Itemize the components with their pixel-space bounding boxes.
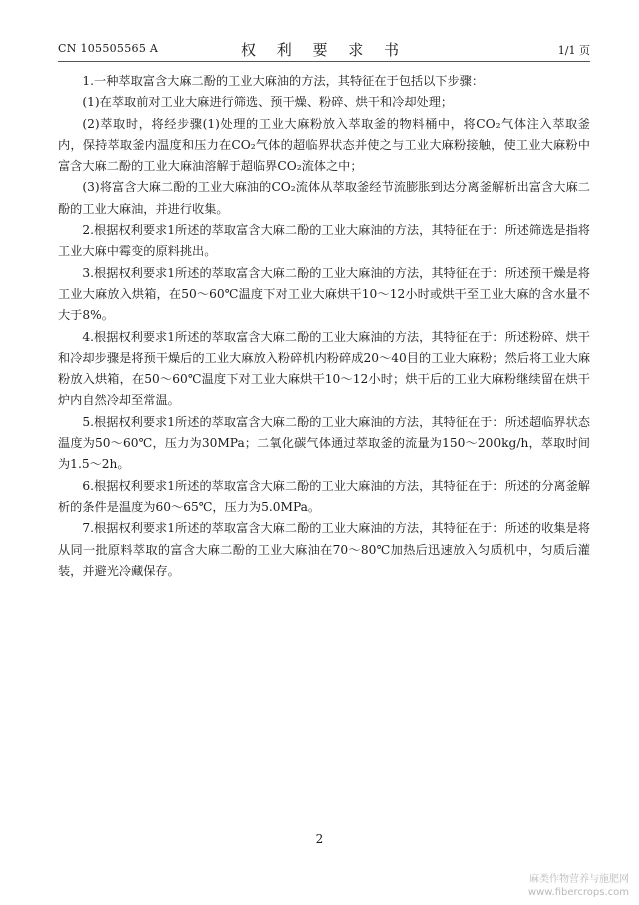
- claim-1-step-2: (2)萃取时，将经步骤(1)处理的工业大麻粉放入萃取釜的物料桶中，将CO₂气体注入萃取釜内，保持萃取釜内温度和压力在CO₂气体的超临界状态并使之与工业大麻粉接触，使工业大麻粉中富含大麻二酚的工业大麻油溶解于超临界CO₂流体之中；: [58, 116, 590, 174]
- claim-1-step-1: (1)在萃取前对工业大麻进行筛选、预干燥、粉碎、烘干和冷却处理；: [82, 95, 454, 110]
- publication-number: CN 105505565 A: [58, 42, 159, 55]
- page-count: 1/1 页: [557, 44, 590, 57]
- watermark-site-name: 麻类作物营养与施肥网: [529, 874, 629, 885]
- claim-1-intro: 1.一种萃取富含大麻二酚的工业大麻油的方法，其特征在于包括以下步骤：: [82, 74, 485, 88]
- claim-4: 4.根据权利要求1所述的萃取富含大麻二酚的工业大麻油的方法，其特征在于：所述粉碎、烘干和冷却步骤是将预干燥后的工业大麻放入粉碎机内粉碎成20～40目的工业大麻粉；然后将工业大麻粉放入烘箱，在50～60℃温度下对工业大麻烘干10～12小时；烘干后的工业大麻粉继续留在烘干炉内自然冷却至常温。: [58, 329, 590, 408]
- claim-5: 5.根据权利要求1所述的萃取富含大麻二酚的工业大麻油的方法，其特征在于：所述超临界状态温度为50～60℃，压力为30MPa；二氧化碳气体通过萃取釜的流量为150～200kg/h，萃取时间为1.5～2h。: [58, 414, 590, 472]
- claim-7: 7.根据权利要求1所述的萃取富含大麻二酚的工业大麻油的方法，其特征在于：所述的收集是将从同一批原料萃取的富含大麻二酚的工业大麻油在70～80℃加热后迅速放入匀质机中，匀质后灌装，并避光冷藏保存。: [58, 521, 590, 578]
- watermark: [528, 873, 629, 899]
- claim-2: 2.根据权利要求1所述的萃取富含大麻二酚的工业大麻油的方法，其特征在于：所述筛选是指将工业大麻中霉变的原料挑出。: [58, 223, 590, 259]
- claims-body: [58, 71, 590, 582]
- watermark-url: www.fibercrops.com: [527, 887, 629, 898]
- claim-3: 3.根据权利要求1所述的萃取富含大麻二酚的工业大麻油的方法，其特征在于：所述预干燥是将工业大麻放入烘箱，在50～60℃温度下对工业大麻烘干10～12小时或烘干至工业大麻的含水量不大于8%。: [58, 265, 590, 323]
- header-rule: [58, 61, 590, 62]
- page-number: 2: [315, 832, 324, 846]
- claim-1-step-3: (3)将富含大麻二酚的工业大麻油的CO₂流体从萃取釜经节流膨胀到达分离釜解析出富含大麻二酚的工业大麻油，并进行收集。: [58, 180, 590, 216]
- page-header: [58, 40, 590, 60]
- claim-6: 6.根据权利要求1所述的萃取富含大麻二酚的工业大麻油的方法，其特征在于：所述的分离釜解析的条件是温度为60～65℃，压力为5.0MPa。: [58, 478, 590, 514]
- document-title: 权 利 要 求 书: [240, 41, 408, 59]
